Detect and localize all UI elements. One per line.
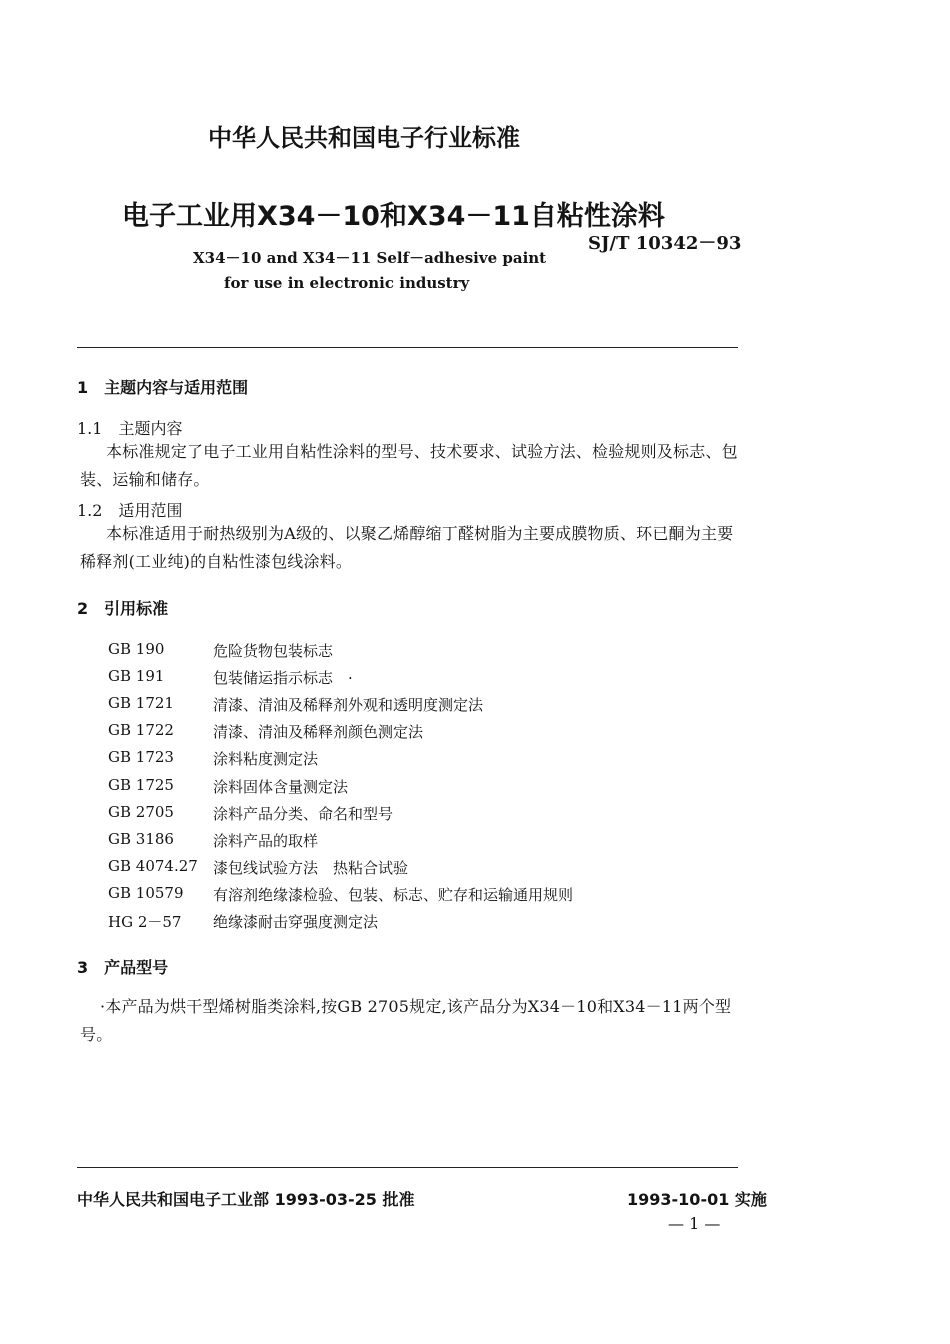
ref-title: 有溶剂绝缘漆检验、包装、标志、贮存和运输通用规则 <box>213 886 574 904</box>
ref-code: GB 10579 <box>108 884 184 902</box>
ref-code: GB 1725 <box>108 776 174 794</box>
implementation-date: 1993-10-01 实施 <box>627 1190 767 1209</box>
ref-code: GB 190 <box>108 640 165 658</box>
standard-number: SJ/T 10342－93 <box>588 233 742 254</box>
ref-title: 漆包线试验方法 热粘合试验 <box>213 859 409 877</box>
ref-title: 清漆、清油及稀释剂颜色测定法 <box>213 723 424 741</box>
document-title-cn: 电子工业用X34－10和X34－11自粘性涂料 <box>122 201 665 232</box>
document-title-en-line1: X34－10 and X34－11 Self－adhesive paint <box>193 249 547 267</box>
ref-code: GB 1722 <box>108 721 174 739</box>
ref-title: 清漆、清油及稀释剂外观和透明度测定法 <box>213 696 484 714</box>
section-1-1-text: 本标准规定了电子工业用自粘性涂料的型号、技术要求、试验方法、检验规则及标志、包装、运输和储存。 <box>80 442 738 489</box>
ref-title: 涂料固体含量测定法 <box>213 778 349 796</box>
document-title-en-line2: for use in electronic industry <box>224 274 470 292</box>
header-divider <box>77 347 738 348</box>
section-1-2-heading: 1.2 适用范围 <box>77 501 183 520</box>
ref-code: GB 1723 <box>108 748 174 766</box>
ref-title: 危险货物包装标志 <box>213 642 334 660</box>
ref-code: GB 1721 <box>108 694 174 712</box>
section-3-text: ·本产品为烘干型烯树脂类涂料,按GB 2705规定,该产品分为X34－10和X34－11两个型号。 <box>80 997 732 1044</box>
section-2-heading: 2 引用标准 <box>77 599 169 618</box>
section-1-1-heading: 1.1 主题内容 <box>77 419 183 438</box>
section-1-2-text: 本标准适用于耐热级别为A级的、以聚乙烯醇缩丁醛树脂为主要成膜物质、环已酮为主要稀释剂(工业纯)的自粘性漆包线涂料。 <box>80 524 734 571</box>
section-3-heading: 3 产品型号 <box>77 958 169 977</box>
section-1-heading: 1 主题内容与适用范围 <box>77 378 249 397</box>
ref-code: GB 191 <box>108 667 165 685</box>
ref-title: 涂料粘度测定法 <box>213 750 319 768</box>
ref-code: HG 2－57 <box>108 913 182 931</box>
ref-title: 包装储运指示标志 · <box>213 669 353 687</box>
ref-title: 涂料产品分类、命名和型号 <box>213 805 394 823</box>
ref-title: 绝缘漆耐击穿强度测定法 <box>213 913 379 931</box>
footer-divider <box>77 1167 738 1168</box>
page-number: — 1 — <box>668 1214 721 1233</box>
ref-code: GB 2705 <box>108 803 174 821</box>
document-header: 中华人民共和国电子行业标准 <box>208 124 520 152</box>
ref-title: 涂料产品的取样 <box>213 832 319 850</box>
ref-code: GB 4074.27 <box>108 857 198 875</box>
ref-code: GB 3186 <box>108 830 174 848</box>
approval-line: 中华人民共和国电子工业部 1993-03-25 批准 <box>77 1190 415 1209</box>
